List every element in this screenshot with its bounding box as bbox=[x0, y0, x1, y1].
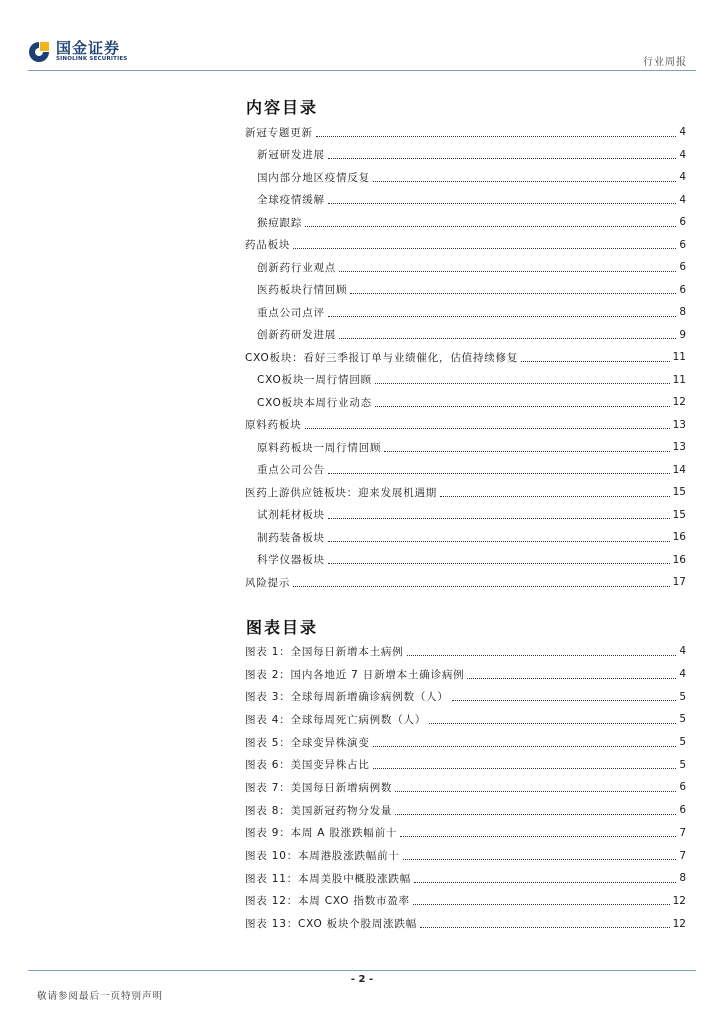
toc-entry-page: 4 bbox=[679, 645, 686, 658]
toc-entry-page: 12 bbox=[672, 396, 686, 409]
dot-leader bbox=[316, 136, 677, 137]
toc-entry-page: 12 bbox=[672, 917, 686, 930]
dot-leader bbox=[452, 700, 677, 701]
toc-entry[interactable] bbox=[245, 799, 686, 822]
toc-entry-label: 图表 10：本周港股涨跌幅前十 bbox=[245, 850, 400, 863]
toc-entry-label: CXO板块：看好三季报订单与业绩催化，估值持续修复 bbox=[245, 351, 519, 364]
toc-entry-label: 原料药板块一周行情回顾 bbox=[257, 441, 382, 454]
toc-entry-label: 国内部分地区疫情反复 bbox=[257, 171, 370, 184]
toc-entry-label: 图表 3：全球每周新增确诊病例数（人） bbox=[245, 691, 449, 704]
toc-entry[interactable] bbox=[245, 844, 686, 867]
company-logo bbox=[28, 40, 127, 63]
toc-entry-label: 图表 11：本周美股中概股涨跌幅 bbox=[245, 872, 411, 885]
dot-leader bbox=[420, 927, 670, 928]
brand-name-cn: 国金证券 bbox=[56, 39, 121, 57]
dot-leader bbox=[407, 655, 677, 656]
toc-entry[interactable] bbox=[245, 481, 686, 504]
dot-leader bbox=[395, 791, 676, 792]
toc-entry-label: 图表 1：全国每日新增本土病例 bbox=[245, 645, 404, 658]
dot-leader bbox=[403, 859, 677, 860]
toc-entry-page: 4 bbox=[679, 193, 686, 206]
toc-entry[interactable] bbox=[245, 526, 686, 549]
toc-entry[interactable] bbox=[245, 822, 686, 845]
dot-leader bbox=[413, 904, 670, 905]
dot-leader bbox=[339, 271, 676, 272]
toc-entry[interactable] bbox=[245, 211, 686, 234]
toc-entry[interactable] bbox=[245, 256, 686, 279]
dot-leader bbox=[440, 496, 670, 497]
toc-entry-label: CXO板块本周行业动态 bbox=[257, 396, 372, 409]
dot-leader bbox=[293, 586, 669, 587]
brand-name-en: SINOLINK SECURITIES bbox=[56, 56, 128, 62]
dot-leader bbox=[328, 316, 677, 317]
dot-leader bbox=[328, 203, 677, 204]
dot-leader bbox=[414, 882, 676, 883]
toc-entry-label: 制药装备板块 bbox=[257, 531, 325, 544]
dot-leader bbox=[373, 181, 676, 182]
toc-entry-page: 7 bbox=[679, 826, 686, 839]
toc-entry-label: 图表 5：全球变异株演变 bbox=[245, 736, 370, 749]
dot-leader bbox=[373, 746, 677, 747]
dot-leader bbox=[305, 226, 676, 227]
toc-entry[interactable] bbox=[245, 753, 686, 776]
dot-leader bbox=[350, 293, 676, 294]
toc-entry[interactable] bbox=[245, 776, 686, 799]
toc-entry-page: 13 bbox=[672, 418, 686, 431]
toc-entry-page: 15 bbox=[672, 508, 686, 521]
toc-entry-label: 试剂耗材板块 bbox=[257, 509, 325, 522]
dot-leader bbox=[328, 158, 677, 159]
header-divider bbox=[28, 70, 696, 71]
toc-entry-page: 6 bbox=[679, 804, 686, 817]
toc-entry[interactable] bbox=[245, 640, 686, 663]
toc-entry-page: 5 bbox=[679, 713, 686, 726]
toc-entry-label: 新冠专题更新 bbox=[245, 126, 313, 139]
page-header bbox=[0, 0, 724, 74]
toc-entry-page: 4 bbox=[679, 668, 686, 681]
toc-entry-page: 16 bbox=[672, 531, 686, 544]
toc-entry-page: 6 bbox=[679, 283, 686, 296]
dot-leader bbox=[373, 768, 677, 769]
toc-entry[interactable] bbox=[245, 867, 686, 890]
dot-leader bbox=[328, 518, 670, 519]
toc-entry[interactable] bbox=[245, 324, 686, 347]
page-number: - 2 - bbox=[350, 974, 374, 985]
toc-entry[interactable] bbox=[245, 504, 686, 527]
toc-entry[interactable] bbox=[245, 166, 686, 189]
toc-entry[interactable] bbox=[245, 571, 686, 594]
toc-entry-page: 12 bbox=[672, 894, 686, 907]
toc-entry-page: 5 bbox=[679, 690, 686, 703]
toc-entry-page: 4 bbox=[679, 148, 686, 161]
toc-entry[interactable] bbox=[245, 234, 686, 257]
toc-entry-label: 新冠研发进展 bbox=[257, 149, 325, 162]
toc-entry-page: 17 bbox=[672, 576, 686, 589]
toc-entry-page: 6 bbox=[679, 238, 686, 251]
toc-entry-label: 科学仪器板块 bbox=[257, 554, 325, 567]
toc-entry[interactable] bbox=[245, 346, 686, 369]
toc-entry-label: 重点公司点评 bbox=[257, 306, 325, 319]
toc-entry-label: 图表 4：全球每周死亡病例数（人） bbox=[245, 713, 427, 726]
dot-leader bbox=[400, 836, 676, 837]
toc-entry-label: 图表 7：美国每日新增病例数 bbox=[245, 781, 393, 794]
dot-leader bbox=[395, 814, 676, 815]
dot-leader bbox=[429, 723, 676, 724]
toc-entry[interactable] bbox=[245, 663, 686, 686]
sinolink-logo-icon bbox=[28, 41, 50, 63]
dot-leader bbox=[384, 451, 669, 452]
list-of-figures bbox=[245, 640, 686, 935]
toc-entry-page: 6 bbox=[679, 216, 686, 229]
toc-entry[interactable] bbox=[245, 121, 686, 144]
toc-entry-label: 创新药研发进展 bbox=[257, 329, 337, 342]
toc-entry-label: 医药上游供应链板块：迎来发展机遇期 bbox=[245, 486, 438, 499]
toc-entry[interactable] bbox=[245, 459, 686, 482]
contents-title: 内容目录 bbox=[246, 98, 319, 117]
toc-entry[interactable] bbox=[245, 279, 686, 302]
toc-entry-page: 5 bbox=[679, 736, 686, 749]
toc-entry-page: 15 bbox=[672, 486, 686, 499]
table-of-contents bbox=[245, 121, 686, 594]
toc-entry[interactable] bbox=[245, 189, 686, 212]
dot-leader bbox=[328, 541, 670, 542]
toc-entry-label: 图表 9：本周 A 股涨跌幅前十 bbox=[245, 827, 398, 840]
toc-entry-label: 图表 13：CXO 板块个股周涨跌幅 bbox=[245, 918, 418, 931]
disclaimer-text: 敬请参阅最后一页特别声明 bbox=[37, 991, 164, 1002]
footer-divider bbox=[28, 970, 696, 971]
toc-entry[interactable] bbox=[245, 369, 686, 392]
toc-entry-page: 4 bbox=[679, 171, 686, 184]
toc-entry-page: 6 bbox=[679, 781, 686, 794]
dot-leader bbox=[328, 563, 670, 564]
toc-entry-label: 原料药板块 bbox=[245, 419, 302, 432]
toc-entry-label: 全球疫情缓解 bbox=[257, 194, 325, 207]
toc-entry-page: 7 bbox=[679, 849, 686, 862]
toc-entry-page: 11 bbox=[672, 373, 686, 386]
dot-leader bbox=[467, 678, 676, 679]
figures-title: 图表目录 bbox=[246, 618, 319, 637]
toc-entry[interactable] bbox=[245, 414, 686, 437]
toc-entry-label: 图表 2：国内各地近 7 日新增本土确诊病例 bbox=[245, 668, 465, 681]
toc-entry-page: 14 bbox=[672, 463, 686, 476]
toc-entry-label: 图表 12：本周 CXO 指数市盈率 bbox=[245, 895, 410, 908]
toc-entry-page: 4 bbox=[679, 126, 686, 139]
toc-entry[interactable] bbox=[245, 391, 686, 414]
toc-entry-label: 图表 8：美国新冠药物分发量 bbox=[245, 804, 393, 817]
toc-entry-page: 9 bbox=[679, 328, 686, 341]
toc-entry[interactable] bbox=[245, 890, 686, 913]
toc-entry-label: 医药板块行情回顾 bbox=[257, 284, 348, 297]
toc-entry[interactable] bbox=[245, 912, 686, 935]
toc-entry[interactable] bbox=[245, 549, 686, 572]
toc-entry[interactable] bbox=[245, 685, 686, 708]
toc-entry-label: CXO板块一周行情回顾 bbox=[257, 374, 372, 387]
toc-entry-page: 11 bbox=[672, 351, 686, 364]
toc-entry-label: 猴痘跟踪 bbox=[257, 216, 303, 229]
toc-entry-page: 16 bbox=[672, 553, 686, 566]
toc-entry-label: 药品板块 bbox=[245, 239, 291, 252]
toc-entry-page: 5 bbox=[679, 758, 686, 771]
dot-leader bbox=[375, 406, 670, 407]
dot-leader bbox=[339, 338, 676, 339]
toc-entry-label: 重点公司公告 bbox=[257, 464, 325, 477]
toc-entry-page: 8 bbox=[679, 872, 686, 885]
report-type-label: 行业周报 bbox=[643, 57, 687, 68]
toc-entry[interactable] bbox=[245, 144, 686, 167]
dot-leader bbox=[375, 383, 670, 384]
toc-entry-page: 6 bbox=[679, 261, 686, 274]
toc-entry-page: 13 bbox=[672, 441, 686, 454]
toc-entry-label: 创新药行业观点 bbox=[257, 261, 337, 274]
toc-entry[interactable] bbox=[245, 731, 686, 754]
dot-leader bbox=[305, 428, 670, 429]
toc-entry-page: 8 bbox=[679, 306, 686, 319]
toc-entry-label: 图表 6：美国变异株占比 bbox=[245, 759, 370, 772]
toc-entry[interactable] bbox=[245, 301, 686, 324]
toc-entry[interactable] bbox=[245, 436, 686, 459]
dot-leader bbox=[293, 248, 676, 249]
dot-leader bbox=[521, 361, 670, 362]
dot-leader bbox=[328, 473, 670, 474]
toc-entry[interactable] bbox=[245, 708, 686, 731]
toc-entry-label: 风险提示 bbox=[245, 576, 291, 589]
